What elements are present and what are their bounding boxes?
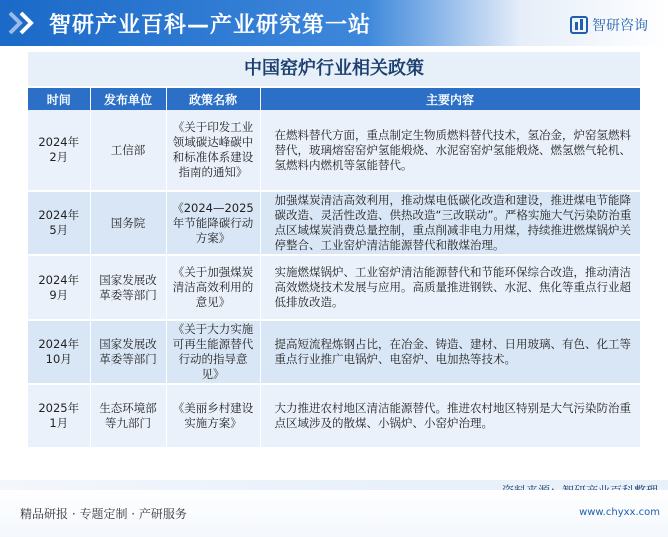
- cell-time: 2024年 5月: [28, 191, 90, 255]
- table-row: [28, 110, 640, 191]
- cell-issuer: 生态环境部等九部门: [90, 384, 166, 448]
- cell-time: 2024年 9月: [28, 255, 90, 320]
- cell-issuer: 国家发展改革委等部门: [90, 255, 166, 320]
- table-header-row: [28, 88, 640, 110]
- column-header-time: 时间: [28, 88, 90, 110]
- footer-tagline: 精品研报 · 专题定制 · 产研服务: [20, 507, 187, 521]
- brand-logo[interactable]: [570, 15, 648, 35]
- chevron-right-icon: [8, 11, 44, 35]
- cell-policy: 《美丽乡村建设实施方案》: [166, 384, 260, 448]
- table-row: [28, 384, 640, 448]
- cell-issuer: 国家发展改革委等部门: [90, 320, 166, 384]
- brand-name: 智研咨询: [592, 18, 648, 34]
- cell-time: 2024年 10月: [28, 320, 90, 384]
- cell-time: 2024年 2月: [28, 110, 90, 191]
- column-header-policy: 政策名称: [166, 88, 260, 110]
- cell-time: 2025年 1月: [28, 384, 90, 448]
- cell-policy: 《关于加强煤炭清洁高效利用的意见》: [166, 255, 260, 320]
- cell-policy: 《2024—2025年节能降碳行动方案》: [166, 191, 260, 255]
- table-title: 中国窑炉行业相关政策: [28, 52, 640, 86]
- table-row: [28, 255, 640, 320]
- header-banner: [0, 0, 668, 46]
- cell-issuer: 工信部: [90, 110, 166, 191]
- column-header-content: 主要内容: [260, 88, 640, 110]
- table-row: [28, 320, 640, 384]
- cell-content: 实施燃煤锅炉、工业窑炉清洁能源替代和节能环保综合改造，推动清洁高效燃烧技术发展与应用。高质量推进钢铁、水泥、焦化等重点行业超低排放改造。: [260, 255, 640, 320]
- policy-table: [28, 88, 641, 449]
- brand-icon: [570, 16, 588, 34]
- table-row: [28, 191, 640, 255]
- cell-content: 大力推进农村地区清洁能源替代。推进农村地区特别是大气污染防治重点区域涉及的散煤、小锅炉、小窑炉治理。: [260, 384, 640, 448]
- footer: [0, 490, 668, 537]
- column-header-issuer: 发布单位: [90, 88, 166, 110]
- cell-content: 在燃料替代方面，重点制定生物质燃料替代技术，氢冶金，炉窑氢燃料替代，玻璃熔窑窑炉氢能煅烧、水泥窑窑炉氢能煅烧、燃氢燃气轮机、氢燃料内燃机等氢能替代。: [260, 110, 640, 191]
- header-title: 智研产业百科—产业研究第一站: [49, 13, 372, 38]
- footer-url[interactable]: www.chyxx.com: [579, 507, 660, 518]
- cell-policy: 《关于大力实施可再生能源替代行动的指导意见》: [166, 320, 260, 384]
- cell-content: 加强煤炭清洁高效利用，推动煤电低碳化改造和建设，推进煤电节能降碳改造、灵活性改造、供热改造“三改联动”。严格实施大气污染防治重点区域煤炭消费总量控制，重点削减非电力用煤，持续推进燃煤锅炉关停整合、工业窑炉清洁能源替代和散煤治理。: [260, 191, 640, 255]
- cell-content: 提高短流程炼钢占比，在冶金、铸造、建材、日用玻璃、有色、化工等重点行业推广电锅炉、电窑炉、电加热等技术。: [260, 320, 640, 384]
- cell-policy: 《关于印发工业领域碳达峰碳中和标准体系建设指南的通知》: [166, 110, 260, 191]
- cell-issuer: 国务院: [90, 191, 166, 255]
